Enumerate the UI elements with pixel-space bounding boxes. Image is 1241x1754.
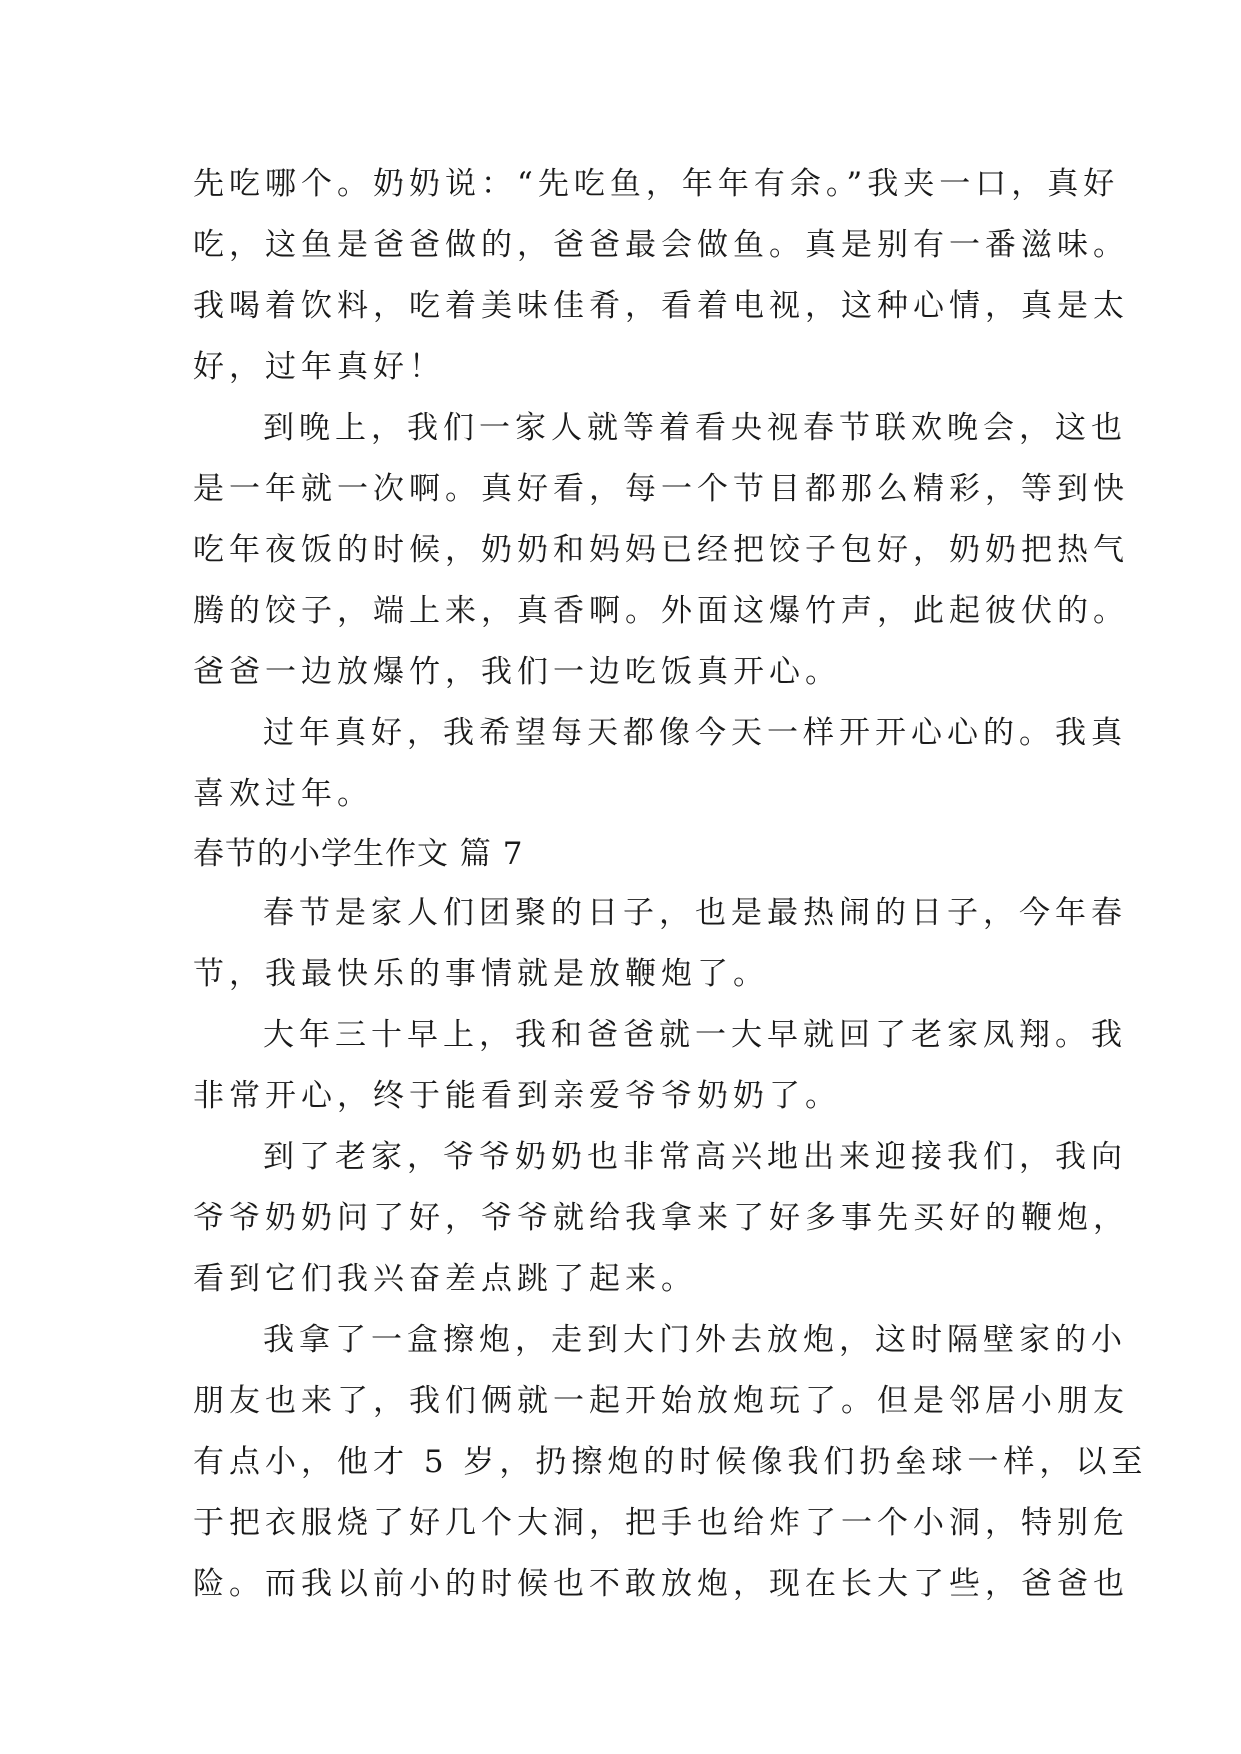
paragraph-start-line: 春节是家人们团聚的日子，也是最热闹的日子，今年春 [263,895,1127,931]
text-line: 我喝着饮料，吃着美味佳肴，看着电视，这种心情，真是太 [193,288,1129,324]
text-line: 吃，这鱼是爸爸做的，爸爸最会做鱼。真是别有一番滋味。 [193,227,1129,263]
text-line: 喜欢过年。 [193,776,373,812]
text-line: 非常开心，终于能看到亲爱爷爷奶奶了。 [193,1078,841,1114]
text-line: 爸爸一边放爆竹，我们一边吃饭真开心。 [193,654,841,690]
text-line: 朋友也来了，我们俩就一起开始放炮玩了。但是邻居小朋友 [193,1383,1129,1419]
text-line: 先吃哪个。奶奶说：“先吃鱼，年年有余。”我夹一口，真好 [193,166,1120,202]
paragraph-start-line: 到晚上，我们一家人就等着看央视春节联欢晚会，这也 [263,410,1127,446]
paragraph-start-line: 我拿了一盒擦炮，走到大门外去放炮，这时隔壁家的小 [263,1322,1127,1358]
section-heading: 春节的小学生作文 篇 7 [193,836,524,872]
text-line: 好，过年真好！ [193,349,445,385]
text-line: 于把衣服烧了好几个大洞，把手也给炸了一个小洞，特别危 [193,1505,1129,1541]
paragraph-start-line: 过年真好，我希望每天都像今天一样开开心心的。我真 [263,715,1127,751]
text-line: 是一年就一次啊。真好看，每一个节目都那么精彩，等到快 [193,471,1129,507]
text-line: 腾的饺子，端上来，真香啊。外面这爆竹声，此起彼伏的。 [193,593,1129,629]
text-line: 险。而我以前小的时候也不敢放炮，现在长大了些，爸爸也 [193,1566,1129,1602]
text-line: 有点小，他才 5 岁，扔擦炮的时候像我们扔垒球一样，以至 [193,1444,1148,1480]
document-page [193,154,1148,1615]
text-line: 节，我最快乐的事情就是放鞭炮了。 [193,956,769,992]
paragraph-start-line: 大年三十早上，我和爸爸就一大早就回了老家凤翔。我 [263,1017,1127,1053]
paragraph-start-line: 到了老家，爷爷奶奶也非常高兴地出来迎接我们，我向 [263,1139,1127,1175]
text-line: 爷爷奶奶问了好，爷爷就给我拿来了好多事先买好的鞭炮， [193,1200,1129,1236]
text-line: 看到它们我兴奋差点跳了起来。 [193,1261,697,1297]
text-line: 吃年夜饭的时候，奶奶和妈妈已经把饺子包好，奶奶把热气 [193,532,1129,568]
